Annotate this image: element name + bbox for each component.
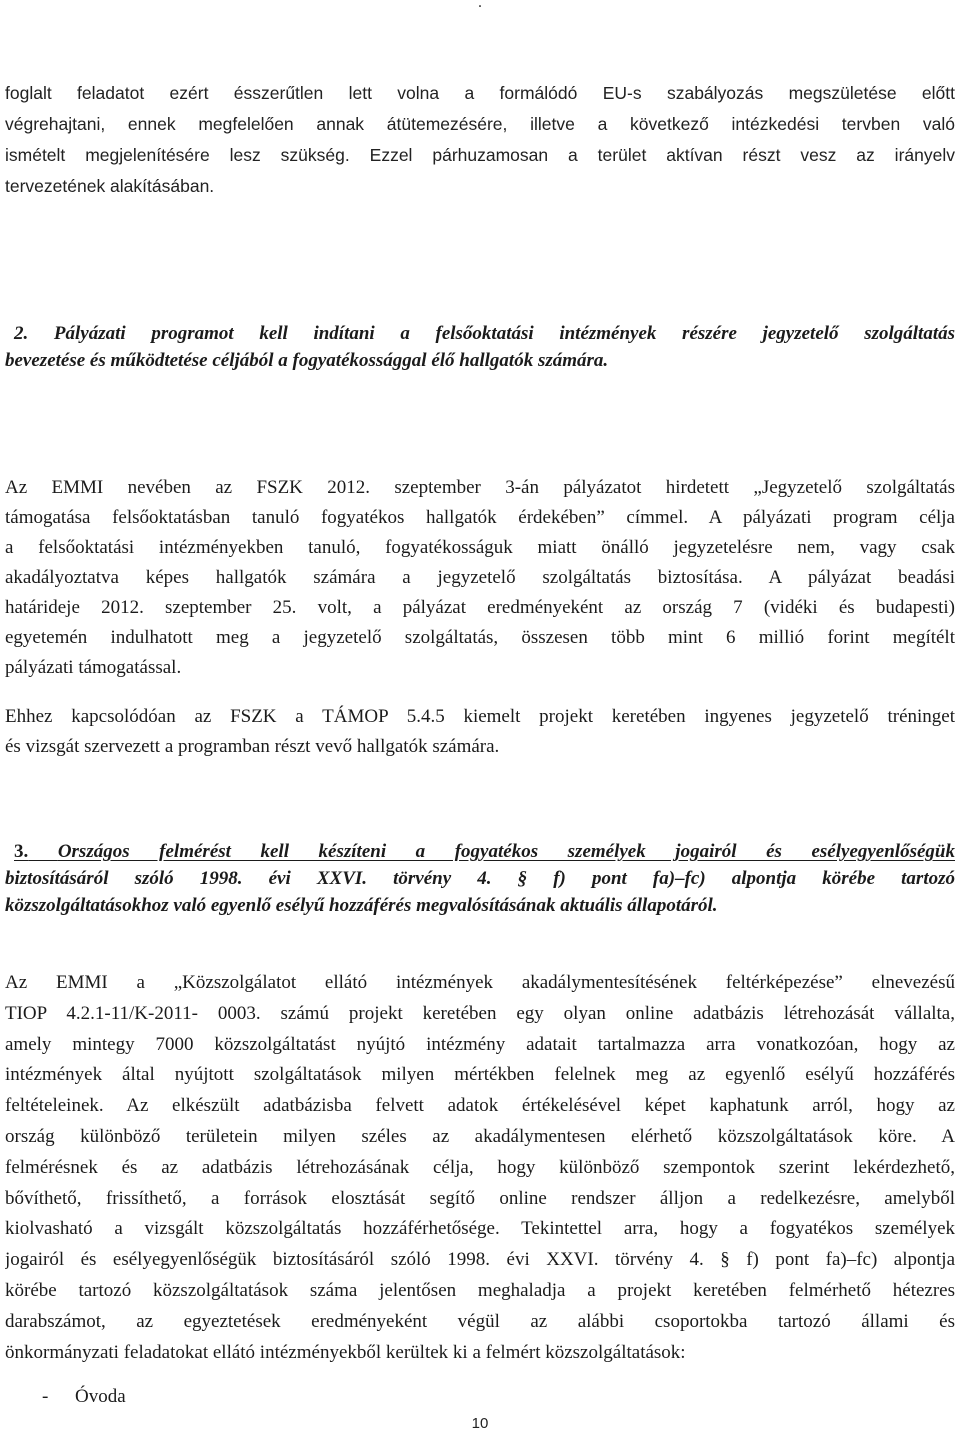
text-line: Ehhez kapcsolódóan az FSZK a TÁMOP 5.4.5 kiemelt projekt keretében ingyenes jegyzetelő tréninget <box>5 706 955 727</box>
text-line: végrehajtani, ennek megfelelően annak átütemezésére, illetve a következő intézkedési tervben való <box>5 114 955 134</box>
text-line: akadályoztatva képes hallgatók számára a jegyzetelő szolgáltatás biztosítása. A pályázat beadási <box>5 567 955 588</box>
tamop-paragraph <box>5 702 955 762</box>
text-line: Az EMMI nevében az FSZK 2012. szeptember 3-án pályázatot hirdetett „Jegyzetelő szolgáltatás <box>5 477 955 498</box>
heading-line: biztosításáról szóló 1998. évi XXVI. törvény 4. § f) pont fa)–fc) alpontja körébe tartozó <box>5 868 955 889</box>
text-line: és vizsgát szervezett a programban részt vevő hallgatók számára. <box>5 736 500 757</box>
list-bullet: - <box>42 1386 49 1407</box>
heading-line <box>5 838 955 865</box>
text-line: feltételeinek. Az elkészült adatbázisba felvett adatok értékelésével képet kaphatunk arról, hogy az <box>5 1095 955 1117</box>
text-line: felmérésnek és az adatbázis létrehozásának célja, hogy különböző szempontok szerint lekérdezhető, <box>5 1156 955 1178</box>
list-item <box>0 1384 960 1410</box>
text-line: TIOP 4.2.1-11/K-2011- 0003. számú projekt keretében egy olyan online adatbázis létrehozását vállalta, <box>5 1002 955 1024</box>
text-line: körébe tartozó közszolgáltatások száma jelentősen meghaladja a projekt keretében felmérhető hétezres <box>5 1279 955 1301</box>
text-line: egyetemén indulhatott meg a jegyzetelő szolgáltatás, összesen több mint 6 millió forint megítélt <box>5 627 955 648</box>
heading-line <box>5 320 955 347</box>
text-line: foglalt feladatot ezért ésszerűtlen lett volna a formálódó EU-s szabályozás megszületése előtt <box>5 83 955 103</box>
adatbazis-paragraph <box>5 968 955 1368</box>
text-line: ország különböző területein milyen széles az akadálymentesen elérhető közszolgáltatások köre. A <box>5 1125 955 1147</box>
text-line: támogatása felsőoktatásban tanuló fogyatékos hallgatók érdekében” címmel. A pályázati program célja <box>5 507 955 528</box>
pályázat-paragraph <box>5 473 955 683</box>
page-number: 10 <box>471 1415 489 1432</box>
heading-number: 3. <box>14 841 29 862</box>
text-line: tervezetének alakításában. <box>5 176 215 196</box>
top-mark: . <box>478 0 482 11</box>
text-line: jogairól és esélyegyenlőségük biztosításáról szóló 1998. évi XXVI. törvény 4. § f) pont fa)–fc) alpontja <box>5 1249 955 1271</box>
text-line: pályázati támogatással. <box>5 657 182 678</box>
section-heading-2 <box>5 320 955 374</box>
heading-text: Pályázati programot kell indítani a felsőoktatási intézmények részére jegyzetelő szolgáltatás <box>53 323 955 344</box>
text-line: bővíthető, frissíthető, a források elosztását segítő online rendszer álljon a redelkezésre, amelyből <box>5 1187 955 1209</box>
text-line: önkormányzati feladatokat ellátó intézményekből kerültek ki a felmért közszolgáltatások: <box>5 1341 686 1363</box>
intro-paragraph <box>5 78 955 202</box>
text-line: határideje 2012. szeptember 25. volt, a pályázat eredményeként az ország 7 (vidéki és budapesti) <box>5 597 955 618</box>
list-item-text: Óvoda <box>75 1386 126 1407</box>
section-heading-3 <box>5 838 955 919</box>
text-line: amely mintegy 7000 közszolgáltatást nyújtó intézmény adatait tartalmazza arra vonatkozóan, hogy az <box>5 1033 955 1055</box>
text-line: a felsőoktatási intézményekben tanuló, fogyatékosságuk miatt önálló jegyzetelésre nem, vagy csak <box>5 537 955 558</box>
heading-line: közszolgáltatásokhoz való egyenlő esélyű hozzáférés megvalósításának aktuális állapotáról. <box>5 895 718 916</box>
heading-line: bevezetése és működtetése céljából a fogyatékossággal élő hallgatók számára. <box>5 350 609 371</box>
text-line: darabszámot, az egyeztetések eredményeként végül az alábbi csoportokba tartozó állami és <box>5 1310 955 1332</box>
bullet-list <box>0 1384 960 1410</box>
text-line: intézmények által nyújtott szolgáltatások milyen mértékben felelnek meg az egyenlő esélyű hozzáférés <box>5 1064 955 1086</box>
text-line: ismételt megjelenítésére lesz szükség. Ezzel párhuzamosan a terület aktívan részt vesz az irányelv <box>5 145 955 165</box>
text-line: kiolvasható a vizsgált közszolgáltatás hozzáférhetősége. Tekintettel arra, hogy a fogyatékos személyek <box>5 1218 955 1240</box>
heading-text: Országos felmérést kell készíteni a fogyatékos személyek jogairól és esélyegyenlőségük <box>57 841 955 862</box>
heading-number: 2. <box>14 323 29 344</box>
text-line: Az EMMI a „Közszolgálatot ellátó intézmények akadálymentesítésének feltérképezése” elnevezésű <box>5 972 955 993</box>
